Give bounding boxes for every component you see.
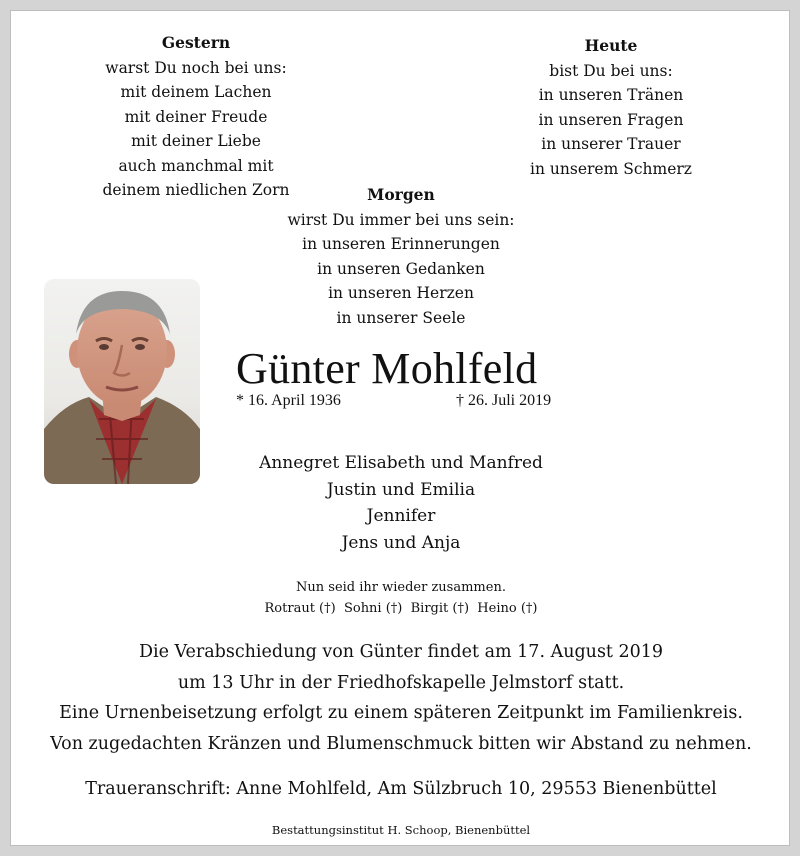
birth-date: * 16. April 1936 bbox=[236, 392, 341, 409]
obituary-notice bbox=[10, 10, 790, 846]
poem-heute bbox=[501, 34, 721, 181]
funeral-home: Bestattungsinstitut H. Schoop, Bienenbüttel bbox=[271, 823, 531, 837]
poem-line: mit deinem Lachen bbox=[120, 83, 272, 101]
poem-line: in unseren Tränen bbox=[538, 86, 684, 104]
poem-gestern bbox=[81, 31, 311, 203]
reunion-names: Rotraut (†) Sohni (†) Birgit (†) Heino (†) bbox=[264, 601, 538, 616]
poem-line: mit deiner Liebe bbox=[131, 132, 261, 150]
poem-line: in unseren Erinnerungen bbox=[302, 235, 500, 253]
poem-line: in unseren Herzen bbox=[328, 284, 474, 302]
poem-morgen bbox=[266, 183, 536, 330]
service-line: um 13 Uhr in der Friedhofskapelle Jelmstorf statt. bbox=[177, 672, 625, 693]
portrait-photo bbox=[44, 279, 200, 484]
deceased-name: Günter Mohlfeld bbox=[236, 344, 538, 393]
poem-line: in unseren Fragen bbox=[538, 110, 684, 129]
family-member: Annegret Elisabeth und Manfred bbox=[259, 453, 543, 473]
portrait-illustration bbox=[44, 279, 200, 484]
reunion-text: Nun seid ihr wieder zusammen. bbox=[296, 580, 506, 595]
poem-morgen-heading: Morgen bbox=[367, 185, 435, 204]
service-line: Die Verabschiedung von Günter findet am 17. August 2019 bbox=[138, 642, 664, 662]
service-line: Von zugedachten Kränzen und Blumenschmuck bitten wir Abstand zu nehmen. bbox=[50, 733, 752, 754]
poem-line: mit deiner Freude bbox=[124, 107, 268, 126]
poem-gestern-heading: Gestern bbox=[161, 33, 231, 52]
poem-line: in unserer Trauer bbox=[541, 135, 681, 153]
poem-line: in unserem Schmerz bbox=[530, 159, 692, 178]
poem-heute-heading: Heute bbox=[584, 36, 638, 55]
death-date: † 26. Juli 2019 bbox=[456, 392, 552, 409]
mourning-address: Traueranschrift: Anne Mohlfeld, Am Sülzbruch 10, 29553 Bienenbüttel bbox=[85, 779, 717, 799]
service-line: Eine Urnenbeisetzung erfolgt zu einem späteren Zeitpunkt im Familienkreis. bbox=[59, 703, 743, 723]
poem-line: bist Du bei uns: bbox=[549, 61, 673, 80]
poem-line: warst Du noch bei uns: bbox=[105, 58, 287, 77]
poem-line: in unserer Seele bbox=[336, 308, 466, 327]
poem-line: in unseren Gedanken bbox=[317, 259, 485, 278]
family-member: Jens und Anja bbox=[341, 532, 461, 553]
family-member: Justin und Emilia bbox=[326, 479, 476, 500]
family-list bbox=[226, 450, 576, 556]
poem-line: auch manchmal mit bbox=[118, 156, 274, 175]
poem-line: wirst Du immer bei uns sein: bbox=[287, 210, 515, 229]
poem-line: deinem niedlichen Zorn bbox=[102, 181, 290, 199]
family-member: Jennifer bbox=[366, 506, 436, 526]
service-info bbox=[11, 637, 791, 759]
